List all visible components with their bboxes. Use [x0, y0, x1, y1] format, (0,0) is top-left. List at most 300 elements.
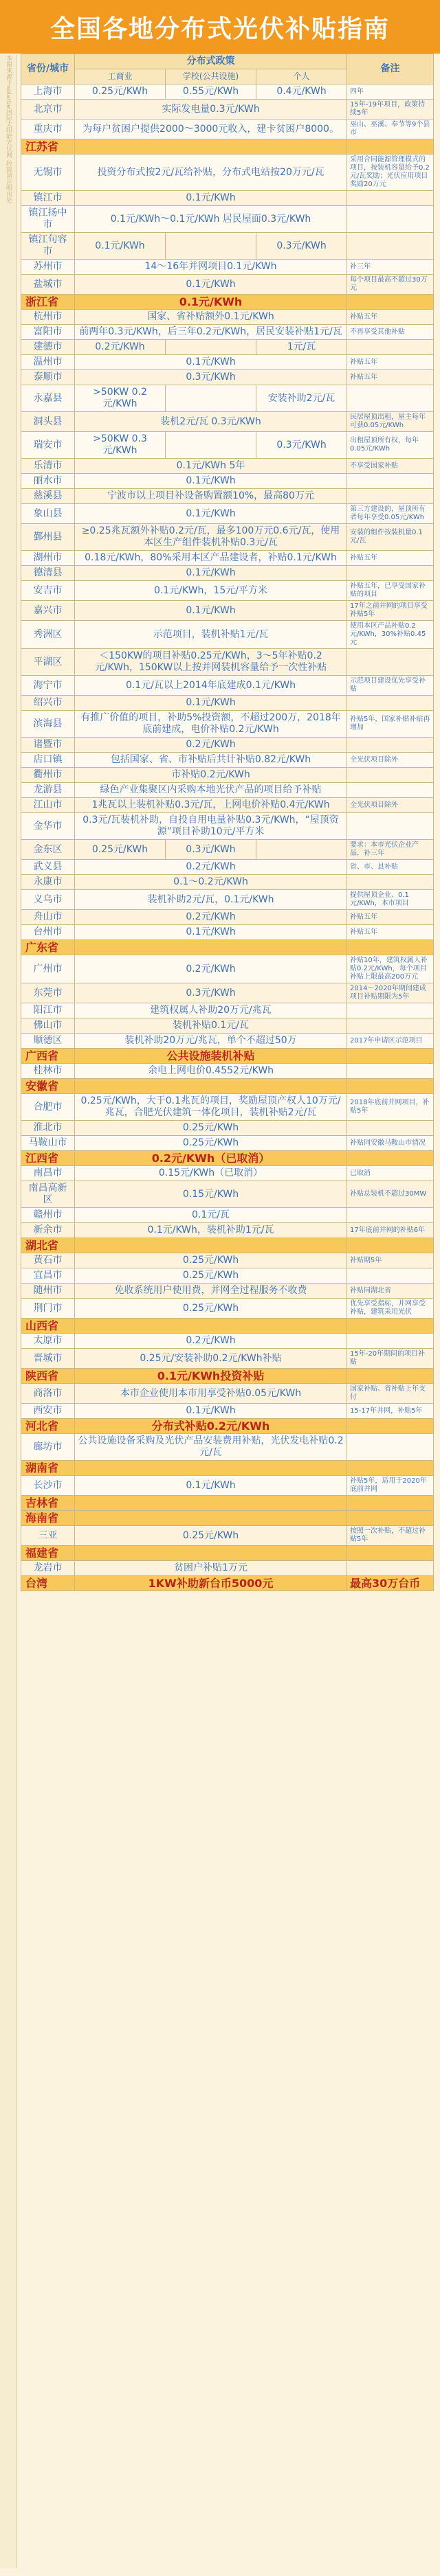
policy-cell: 余电上网电价0.4552元/KWh: [75, 1064, 347, 1079]
table-row: [21, 1018, 434, 1034]
policy-cell: 为每户贫困户提供2000～3000元收入，建卡贫困户8000。: [75, 119, 347, 139]
note-cell: 出租屋顶所有权，每年0.05元/KWh: [347, 432, 434, 459]
province-name: 山西省: [21, 1319, 75, 1334]
table-row: [21, 432, 434, 459]
province-policy: [75, 1238, 347, 1253]
policy-cell: 0.1元/KWh～0.1元/KWh 居民屋面0.3元/KWh: [75, 206, 347, 233]
header-policy: 分布式政策: [75, 54, 347, 69]
city-name: 武义县: [21, 860, 75, 875]
policy-cell: 0.3元/KWh: [256, 233, 347, 260]
table-row: [21, 1064, 434, 1079]
note-cell: 补贴五年: [347, 370, 434, 385]
note-cell: 采用合同能源管理模式的项目，按装机容量给予0.2元/瓦奖励；光伏应用项目奖励20万元: [347, 155, 434, 191]
table-row: [21, 504, 434, 524]
city-name: 镇江扬中市: [21, 206, 75, 233]
table-row: [21, 474, 434, 489]
province-row: [21, 1369, 434, 1384]
table-row: [21, 206, 434, 233]
province-row: [21, 940, 434, 955]
note-cell: 2014～2020年期间建成项目补贴期限为5年: [347, 983, 434, 1003]
city-name: 随州市: [21, 1284, 75, 1299]
table-row: [21, 696, 434, 711]
province-policy: [75, 1496, 347, 1511]
city-name: 广州市: [21, 955, 75, 983]
province-row: [21, 1546, 434, 1561]
policy-cell: 0.1元/KWh 5年: [75, 459, 347, 474]
policy-cell: 0.25元/KWh，大于0.1兆瓦的项目，奖励屋顶产权人10万元/兆瓦，合肥光伏建筑一体化项目，装机补贴2元/瓦: [75, 1094, 347, 1121]
policy-cell: 1元/瓦: [256, 340, 347, 355]
city-name: 晋城市: [21, 1349, 75, 1369]
province-note: [347, 139, 434, 155]
subheader-person: 个人: [256, 69, 347, 84]
policy-cell: [166, 432, 256, 459]
table-row: [21, 524, 434, 551]
province-policy: [75, 1511, 347, 1526]
table-row: [21, 955, 434, 983]
note-cell: 第三方建设的，屋顶所有者每年享受0.05元/KWh: [347, 504, 434, 524]
subheader-industry: 工商业: [75, 69, 166, 84]
note-cell: [347, 1003, 434, 1018]
city-name: 洞头县: [21, 412, 75, 432]
city-name: 阳江市: [21, 1003, 75, 1018]
note-cell: [347, 875, 434, 890]
city-name: 杭州市: [21, 310, 75, 325]
province-row: [21, 1151, 434, 1166]
note-cell: 补贴5年，适用于2020年底前并网: [347, 1476, 434, 1496]
table-row: [21, 260, 434, 275]
note-cell: [347, 340, 434, 355]
table-row: [21, 581, 434, 601]
province-policy: [75, 940, 347, 955]
table-row: [21, 191, 434, 206]
table-row: [21, 100, 434, 119]
city-name: 店口镇: [21, 753, 75, 768]
table-row: [21, 601, 434, 621]
note-cell: 17年之前并网的项目享受补贴5年: [347, 601, 434, 621]
note-cell: [347, 1018, 434, 1034]
city-name: 龙岩市: [21, 1561, 75, 1576]
note-cell: 补贴期5年: [347, 1253, 434, 1268]
province-row: [21, 1496, 434, 1511]
note-cell: 不享受国家补贴: [347, 459, 434, 474]
table-row: [21, 813, 434, 840]
city-name: 淮北市: [21, 1121, 75, 1136]
policy-cell: 安装补助2元/瓦: [256, 385, 347, 412]
table-row: [21, 875, 434, 890]
table-row: [21, 1094, 434, 1121]
table-row: [21, 1181, 434, 1208]
province-name: 广东省: [21, 940, 75, 955]
note-cell: 按照一次补贴，不超过补贴5年: [347, 1526, 434, 1546]
city-name: 慈溪县: [21, 489, 75, 504]
policy-cell: 0.3元/KWh: [256, 432, 347, 459]
table-row: [21, 84, 434, 100]
province-note: [347, 1419, 434, 1434]
policy-cell: 有推广价值的项目，补助5%投资额，不超过200万，2018年底前建成，电价补贴0.2元/KWh: [75, 711, 347, 738]
policy-cell: 免收系统用户使用费，并网全过程服务不收费: [75, 1284, 347, 1299]
city-name: 重庆市: [21, 119, 75, 139]
note-cell: 补贴五年: [347, 355, 434, 370]
policy-cell: 0.18元/KWh，80%采用本区产品建设者，补贴0.1元/KWh: [75, 551, 347, 566]
province-policy: 0.2元/KWh（已取消）: [75, 1151, 347, 1166]
policy-cell: [166, 233, 256, 260]
note-cell: 优先享受指标，并网享受补贴，建筑采用光伏: [347, 1299, 434, 1319]
city-name: 瑞安市: [21, 432, 75, 459]
city-name: 温州市: [21, 355, 75, 370]
city-name: 镇江句容市: [21, 233, 75, 260]
table-row: [21, 768, 434, 783]
note-cell: [347, 1121, 434, 1136]
policy-cell: 0.1元/瓦以上2014年底建成0.1元/KWh: [75, 676, 347, 696]
policy-cell: 0.25元/KWh: [75, 1253, 347, 1268]
note-cell: [347, 385, 434, 412]
table-row: [21, 1253, 434, 1268]
note-cell: 每个项目最高不超过30万元: [347, 275, 434, 295]
province-note: [347, 1049, 434, 1064]
policy-cell: >50KW 0.2元/KWh: [75, 385, 166, 412]
policy-cell: [256, 840, 347, 860]
table-row: [21, 1384, 434, 1404]
policy-cell: [166, 340, 256, 355]
city-name: 南昌高新区: [21, 1181, 75, 1208]
province-policy: 分布式补贴0.2元/KWh: [75, 1419, 347, 1434]
policy-cell: ＜150KW的项目补贴0.25元/KWh，3～5年补贴0.2元/KWh，150KW以上按并网装机容量给予一次性补贴: [75, 649, 347, 676]
province-row: [21, 1238, 434, 1253]
policy-cell: 0.1元/KWh: [75, 1476, 347, 1496]
city-name: 合肥市: [21, 1094, 75, 1121]
table-row: [21, 783, 434, 798]
province-row: [21, 295, 434, 310]
city-name: 上海市: [21, 84, 75, 100]
policy-cell: 0.1元/KWh: [75, 601, 347, 621]
table-row: [21, 275, 434, 295]
note-cell: [347, 1561, 434, 1576]
policy-cell: 0.25元/KWh: [75, 1526, 347, 1546]
province-note: [347, 1079, 434, 1094]
province-note: [347, 1238, 434, 1253]
note-cell: 补贴5年，国家补贴补贴再增加: [347, 711, 434, 738]
policy-cell: 国家、省补贴额外0.1元/KWh: [75, 310, 347, 325]
province-name: 海南省: [21, 1511, 75, 1526]
city-name: 永康市: [21, 875, 75, 890]
city-name: 黄石市: [21, 1253, 75, 1268]
policy-cell: 0.1元/瓦: [75, 1208, 347, 1223]
note-cell: [347, 783, 434, 798]
table-row: [21, 1268, 434, 1284]
page-title: [0, 0, 440, 54]
province-policy: [75, 1319, 347, 1334]
province-note: 最高30万台币: [347, 1576, 434, 1591]
note-cell: 补贴五年: [347, 310, 434, 325]
note-cell: [347, 813, 434, 840]
note-cell: 全光伏项目除外: [347, 798, 434, 813]
note-cell: [347, 768, 434, 783]
city-name: 江山市: [21, 798, 75, 813]
policy-cell: 0.15元/KWh: [75, 1181, 347, 1208]
header-note: 备注: [347, 54, 434, 84]
province-name: 河北省: [21, 1419, 75, 1434]
city-name: 诸暨市: [21, 738, 75, 753]
table-row: [21, 1003, 434, 1018]
city-name: 龙游县: [21, 783, 75, 798]
province-row: [21, 1511, 434, 1526]
subheader-school: 学校(公共设施): [166, 69, 256, 84]
policy-cell: 装机2元/瓦 0.3元/KWh: [75, 412, 347, 432]
policy-cell: 建筑权属人补助20万元/兆瓦: [75, 1003, 347, 1018]
city-name: 平湖区: [21, 649, 75, 676]
policy-cell: 公共设施设备采购及光伏产品安装费用补贴，光伏发电补贴0.2元/瓦: [75, 1434, 347, 1461]
policy-cell: 0.25元/KWh: [75, 1136, 347, 1151]
table-row: [21, 1561, 434, 1576]
city-name: 安吉市: [21, 581, 75, 601]
note-cell: 15年-19年项目，政策持续5年: [347, 100, 434, 119]
city-name: 马鞍山市: [21, 1136, 75, 1151]
note-cell: 不再享受其他补贴: [347, 325, 434, 340]
note-cell: 补贴五年: [347, 925, 434, 940]
policy-cell: 0.2元/KWh: [75, 340, 166, 355]
table-row: [21, 649, 434, 676]
province-note: [347, 1511, 434, 1526]
table-row: [21, 890, 434, 910]
table-row: [21, 385, 434, 412]
table-row: [21, 1136, 434, 1151]
note-cell: [347, 738, 434, 753]
table-row: [21, 621, 434, 649]
policy-cell: 0.2元/KWh: [75, 738, 347, 753]
note-cell: 17年底前并网的补贴6年: [347, 1223, 434, 1238]
note-cell: [347, 1064, 434, 1079]
table-row: [21, 233, 434, 260]
province-note: [347, 1461, 434, 1476]
table-row: [21, 753, 434, 768]
note-cell: [347, 233, 434, 260]
note-cell: 巫山、巫溪、奉节等9个县市: [347, 119, 434, 139]
table-row: [21, 1166, 434, 1181]
policy-cell: 市补贴0.2元/KWh: [75, 768, 347, 783]
province-policy: [75, 139, 347, 155]
table-row: [21, 840, 434, 860]
page-title-text: 全国各地分布式光伏补贴指南: [50, 14, 390, 43]
policy-cell: 0.3元/KWh: [166, 840, 256, 860]
province-note: [347, 1369, 434, 1384]
policy-cell: 0.1元/KWh: [75, 191, 347, 206]
policy-cell: 0.1元/KWh: [75, 1404, 347, 1419]
table-row: [21, 1208, 434, 1223]
city-name: 南昌市: [21, 1166, 75, 1181]
note-cell: 国家补贴、省补贴上年支付: [347, 1384, 434, 1404]
table-row: [21, 676, 434, 696]
city-name: 盐城市: [21, 275, 75, 295]
note-cell: [347, 696, 434, 711]
note-cell: [347, 206, 434, 233]
policy-cell: 贫困户补贴1万元: [75, 1561, 347, 1576]
policy-cell: 0.25元/KWh: [75, 1299, 347, 1319]
policy-cell: 0.55元/KWh: [166, 84, 256, 100]
table-row: [21, 925, 434, 940]
note-cell: [347, 1208, 434, 1223]
city-name: 海宁市: [21, 676, 75, 696]
watermark-text: 本图来源于solarbe国际太阳能光伏网 转载请注明出处: [5, 55, 12, 204]
table-row: [21, 860, 434, 875]
note-cell: 民居屋顶出租，屋主每年可获0.05元/KWh: [347, 412, 434, 432]
table-row: [21, 155, 434, 191]
note-cell: 使用本区产品补贴0.2元/KWh，30%补贴0.45元: [347, 621, 434, 649]
policy-cell: 0.25元/安装补助0.2元/KWh补贴: [75, 1349, 347, 1369]
city-name: 荆门市: [21, 1299, 75, 1319]
city-name: 乐清市: [21, 459, 75, 474]
province-name: 湖北省: [21, 1238, 75, 1253]
province-name: 广西省: [21, 1049, 75, 1064]
city-name: 象山县: [21, 504, 75, 524]
table-row: [21, 310, 434, 325]
province-name: 安徽省: [21, 1079, 75, 1094]
province-row: [21, 1079, 434, 1094]
province-name: 江西省: [21, 1151, 75, 1166]
subsidy-table-body: [21, 54, 434, 1591]
policy-cell: 0.2元/KWh: [75, 1334, 347, 1349]
policy-cell: 14～16年并网项目0.1元/KWh: [75, 260, 347, 275]
city-name: 德清县: [21, 566, 75, 581]
city-name: 长沙市: [21, 1476, 75, 1496]
policy-cell: 0.25元/KWh: [75, 1121, 347, 1136]
table-row: [21, 370, 434, 385]
province-name: 湖南省: [21, 1461, 75, 1476]
table-row: [21, 1404, 434, 1419]
note-cell: 四年: [347, 84, 434, 100]
city-name: 舟山市: [21, 910, 75, 925]
city-name: 无锡市: [21, 155, 75, 191]
city-name: 宜昌市: [21, 1268, 75, 1284]
table-row: [21, 983, 434, 1003]
note-cell: 提供屋顶企业、0.1元/KWh，本市项目: [347, 890, 434, 910]
table-row: [21, 566, 434, 581]
province-policy: [75, 1546, 347, 1561]
note-cell: 示范项目建设优先享受补贴: [347, 676, 434, 696]
table-row: [21, 1476, 434, 1496]
table-row: [21, 551, 434, 566]
province-note: [347, 1151, 434, 1166]
note-cell: [347, 649, 434, 676]
policy-cell: 前两年0.3元/KWh，后三年0.2元/KWh，居民安装补贴1元/瓦: [75, 325, 347, 340]
note-cell: 补贴五年，已享受国家补贴的项目: [347, 581, 434, 601]
table-row: [21, 1334, 434, 1349]
city-name: 苏州市: [21, 260, 75, 275]
note-cell: 补三年: [347, 260, 434, 275]
city-name: 台州市: [21, 925, 75, 940]
city-name: 鄞州县: [21, 524, 75, 551]
province-row: [21, 1576, 434, 1591]
note-cell: 2017年申请区示范项目: [347, 1034, 434, 1049]
city-name: 金华市: [21, 813, 75, 840]
policy-cell: [166, 385, 256, 412]
note-cell: 省、市、县补贴: [347, 860, 434, 875]
table-row: [21, 1526, 434, 1546]
policy-cell: 0.3元/瓦装机补助，自投自用电量补贴0.3元/KWh，“屋顶资源”项目补助10元/平方米: [75, 813, 347, 840]
policy-cell: 0.2元/KWh: [75, 955, 347, 983]
note-cell: [347, 191, 434, 206]
province-name: 浙江省: [21, 295, 75, 310]
city-name: 建德市: [21, 340, 75, 355]
province-policy: [75, 1461, 347, 1476]
table-row: [21, 1349, 434, 1369]
policy-cell: 0.1元/KWh，装机补助1元/瓦: [75, 1223, 347, 1238]
province-policy: 公共设施装机补贴: [75, 1049, 347, 1064]
note-cell: [347, 1434, 434, 1461]
note-cell: 15年-20年期间的项目补贴: [347, 1349, 434, 1369]
policy-cell: 投资分布式按2元/瓦给补贴，分布式电站按20万元/瓦: [75, 155, 347, 191]
note-cell: 补贴同安徽马鞍山市情况: [347, 1136, 434, 1151]
policy-cell: >50KW 0.3元/KWh: [75, 432, 166, 459]
policy-cell: 0.1元/KWh，15元/平方米: [75, 581, 347, 601]
table-row: [21, 798, 434, 813]
city-name: 赣州市: [21, 1208, 75, 1223]
policy-cell: 1兆瓦以上装机补贴0.3元/瓦，上网电价补贴0.4元/KWh: [75, 798, 347, 813]
policy-cell: 0.25元/KWh: [75, 840, 166, 860]
city-name: 西安市: [21, 1404, 75, 1419]
province-policy: 0.1元/KWh: [75, 295, 347, 310]
subsidy-table: [21, 54, 434, 1591]
note-cell: 安装的组件按装机量0.1元/瓦: [347, 524, 434, 551]
policy-cell: 0.1～0.2元/KWh: [75, 875, 347, 890]
city-name: 镇江市: [21, 191, 75, 206]
note-cell: 补贴10年，建筑权属人补贴0.2元/KWh，每个项目补贴上限最高200万元: [347, 955, 434, 983]
city-name: 廊坊市: [21, 1434, 75, 1461]
city-name: 金东区: [21, 840, 75, 860]
table-row: [21, 738, 434, 753]
note-cell: 补贴同湖北省: [347, 1284, 434, 1299]
city-name: 佛山市: [21, 1018, 75, 1034]
table-row: [21, 711, 434, 738]
policy-cell: 0.1元/KWh: [75, 275, 347, 295]
table-row: [21, 1299, 434, 1319]
table-row: [21, 340, 434, 355]
city-name: 新余市: [21, 1223, 75, 1238]
policy-cell: 0.1元/KWh: [75, 504, 347, 524]
note-cell: [347, 1334, 434, 1349]
policy-cell: 本市企业使用本市用享受补贴0.05元/KWh: [75, 1384, 347, 1404]
table-row: [21, 1223, 434, 1238]
city-name: 北京市: [21, 100, 75, 119]
policy-cell: 0.3元/KWh: [75, 983, 347, 1003]
watermark-sidebar: [0, 55, 17, 2568]
policy-cell: 示范项目，装机补贴1元/瓦: [75, 621, 347, 649]
city-name: 太原市: [21, 1334, 75, 1349]
province-name: 陕西省: [21, 1369, 75, 1384]
policy-cell: 0.3元/KWh: [75, 370, 347, 385]
policy-cell: 0.1元/KWh: [75, 925, 347, 940]
province-name: 吉林省: [21, 1496, 75, 1511]
province-note: [347, 1319, 434, 1334]
policy-cell: 装机补助20万元/兆瓦，单个不超过50万: [75, 1034, 347, 1049]
table-row: [21, 119, 434, 139]
policy-cell: 0.25元/KWh: [75, 1268, 347, 1284]
province-note: [347, 1496, 434, 1511]
city-name: 湖州市: [21, 551, 75, 566]
city-name: 永嘉县: [21, 385, 75, 412]
province-policy: [75, 1079, 347, 1094]
province-policy: 0.1元/KWh投资补贴: [75, 1369, 347, 1384]
policy-cell: 0.1元/KWh: [75, 566, 347, 581]
note-cell: [347, 489, 434, 504]
policy-cell: 0.1元/KWh: [75, 474, 347, 489]
policy-cell: 0.2元/KWh: [75, 860, 347, 875]
province-policy: 1KW补助新台币5000元: [75, 1576, 347, 1591]
policy-cell: 绿色产业集聚区内采购本地光伏产品的项目给予补贴: [75, 783, 347, 798]
policy-cell: 0.15元/KWh（已取消）: [75, 1166, 347, 1181]
table-row: [21, 412, 434, 432]
note-cell: 已取消: [347, 1166, 434, 1181]
policy-cell: 包括国家、省、市补贴后共计补贴0.82元/KWh: [75, 753, 347, 768]
